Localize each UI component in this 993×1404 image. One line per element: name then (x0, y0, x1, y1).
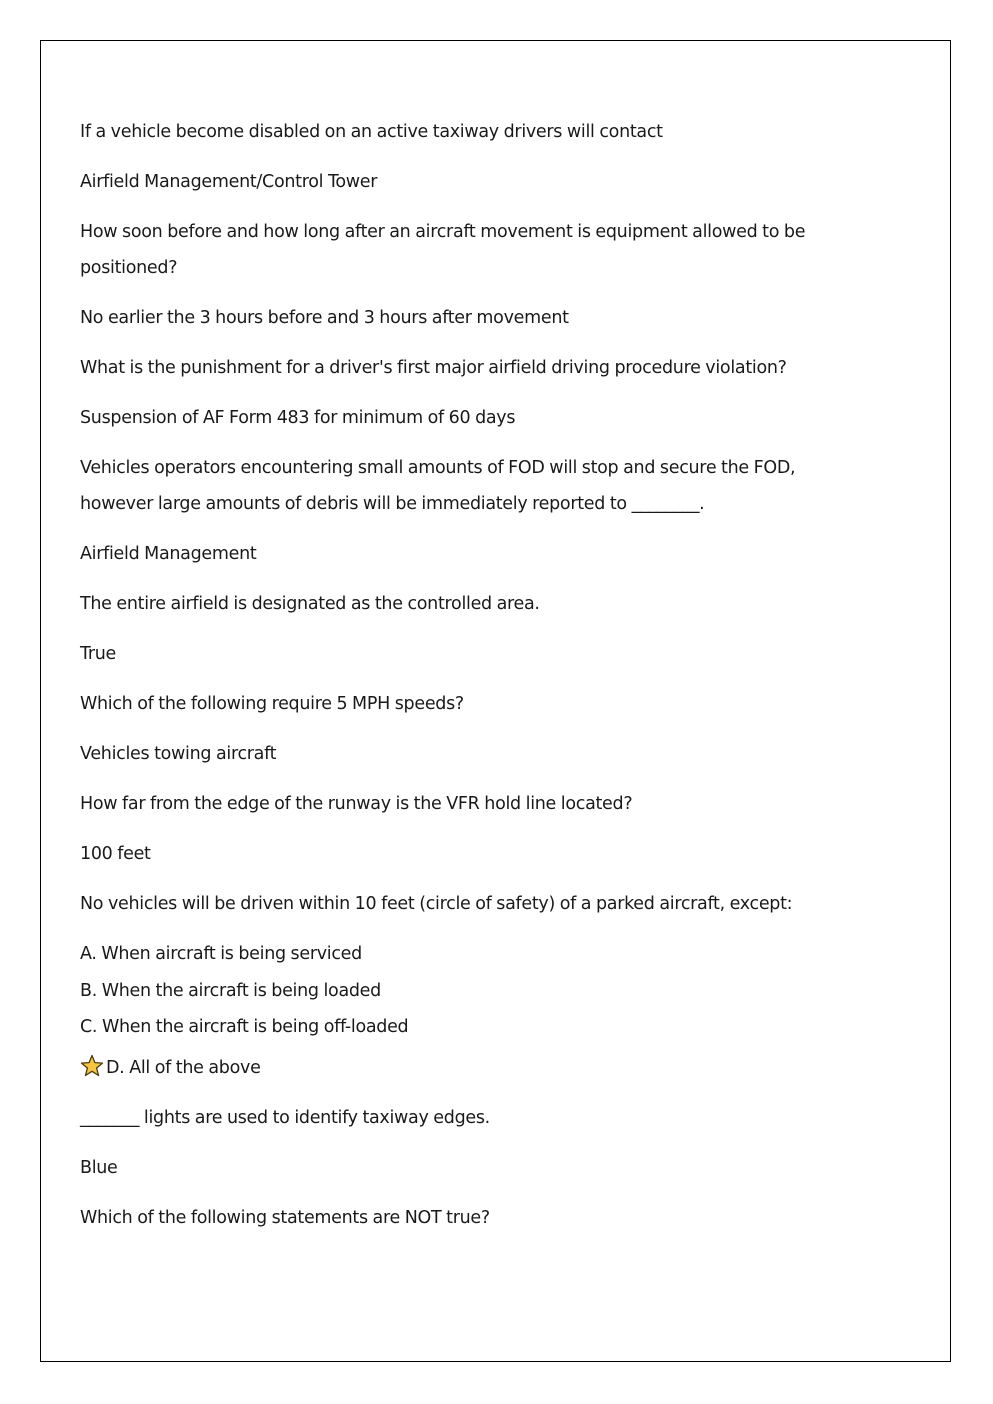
option-d-label: D. All of the above (106, 1057, 261, 1078)
answer-text: Airfield Management/Control Tower (80, 172, 378, 192)
answer-text: Blue (80, 1157, 118, 1178)
question-text: How soon before and how long after an aircraft movement is equipment allowed to be positioned? (80, 222, 806, 278)
document-body (80, 114, 840, 1250)
answer-text: 100 feet (80, 844, 151, 864)
option-d-correct (80, 1050, 840, 1086)
answer-text: Vehicles towing aircraft (80, 744, 277, 764)
question-text: The entire airfield is designated as the controlled area. (80, 594, 540, 614)
question-text: If a vehicle become disabled on an active taxiway drivers will contact (80, 122, 663, 142)
answer-text: True (80, 644, 116, 664)
question-text: No vehicles will be driven within 10 feet (circle of safety) of a parked aircraft, except: (80, 894, 793, 914)
answer-text: Suspension of AF Form 483 for minimum of 60 days (80, 408, 516, 428)
star-icon (80, 1054, 104, 1078)
answer-text: No earlier the 3 hours before and 3 hours after movement (80, 308, 569, 328)
question-text: Which of the following statements are NOT true? (80, 1207, 490, 1228)
option-c: C. When the aircraft is being off-loaded (80, 1017, 409, 1037)
question-text: Which of the following require 5 MPH speeds? (80, 694, 464, 714)
option-b: B. When the aircraft is being loaded (80, 980, 381, 1001)
question-text: _______ lights are used to identify taxiway edges. (80, 1107, 490, 1128)
question-text: What is the punishment for a driver's first major airfield driving procedure violation? (80, 358, 787, 378)
option-a: A. When aircraft is being serviced (80, 944, 362, 964)
answer-text: Airfield Management (80, 544, 257, 564)
question-text: How far from the edge of the runway is the VFR hold line located? (80, 794, 633, 814)
question-text: Vehicles operators encountering small amounts of FOD will stop and secure the FOD, however large amounts of debris will be immediately reported to ________. (80, 458, 796, 514)
